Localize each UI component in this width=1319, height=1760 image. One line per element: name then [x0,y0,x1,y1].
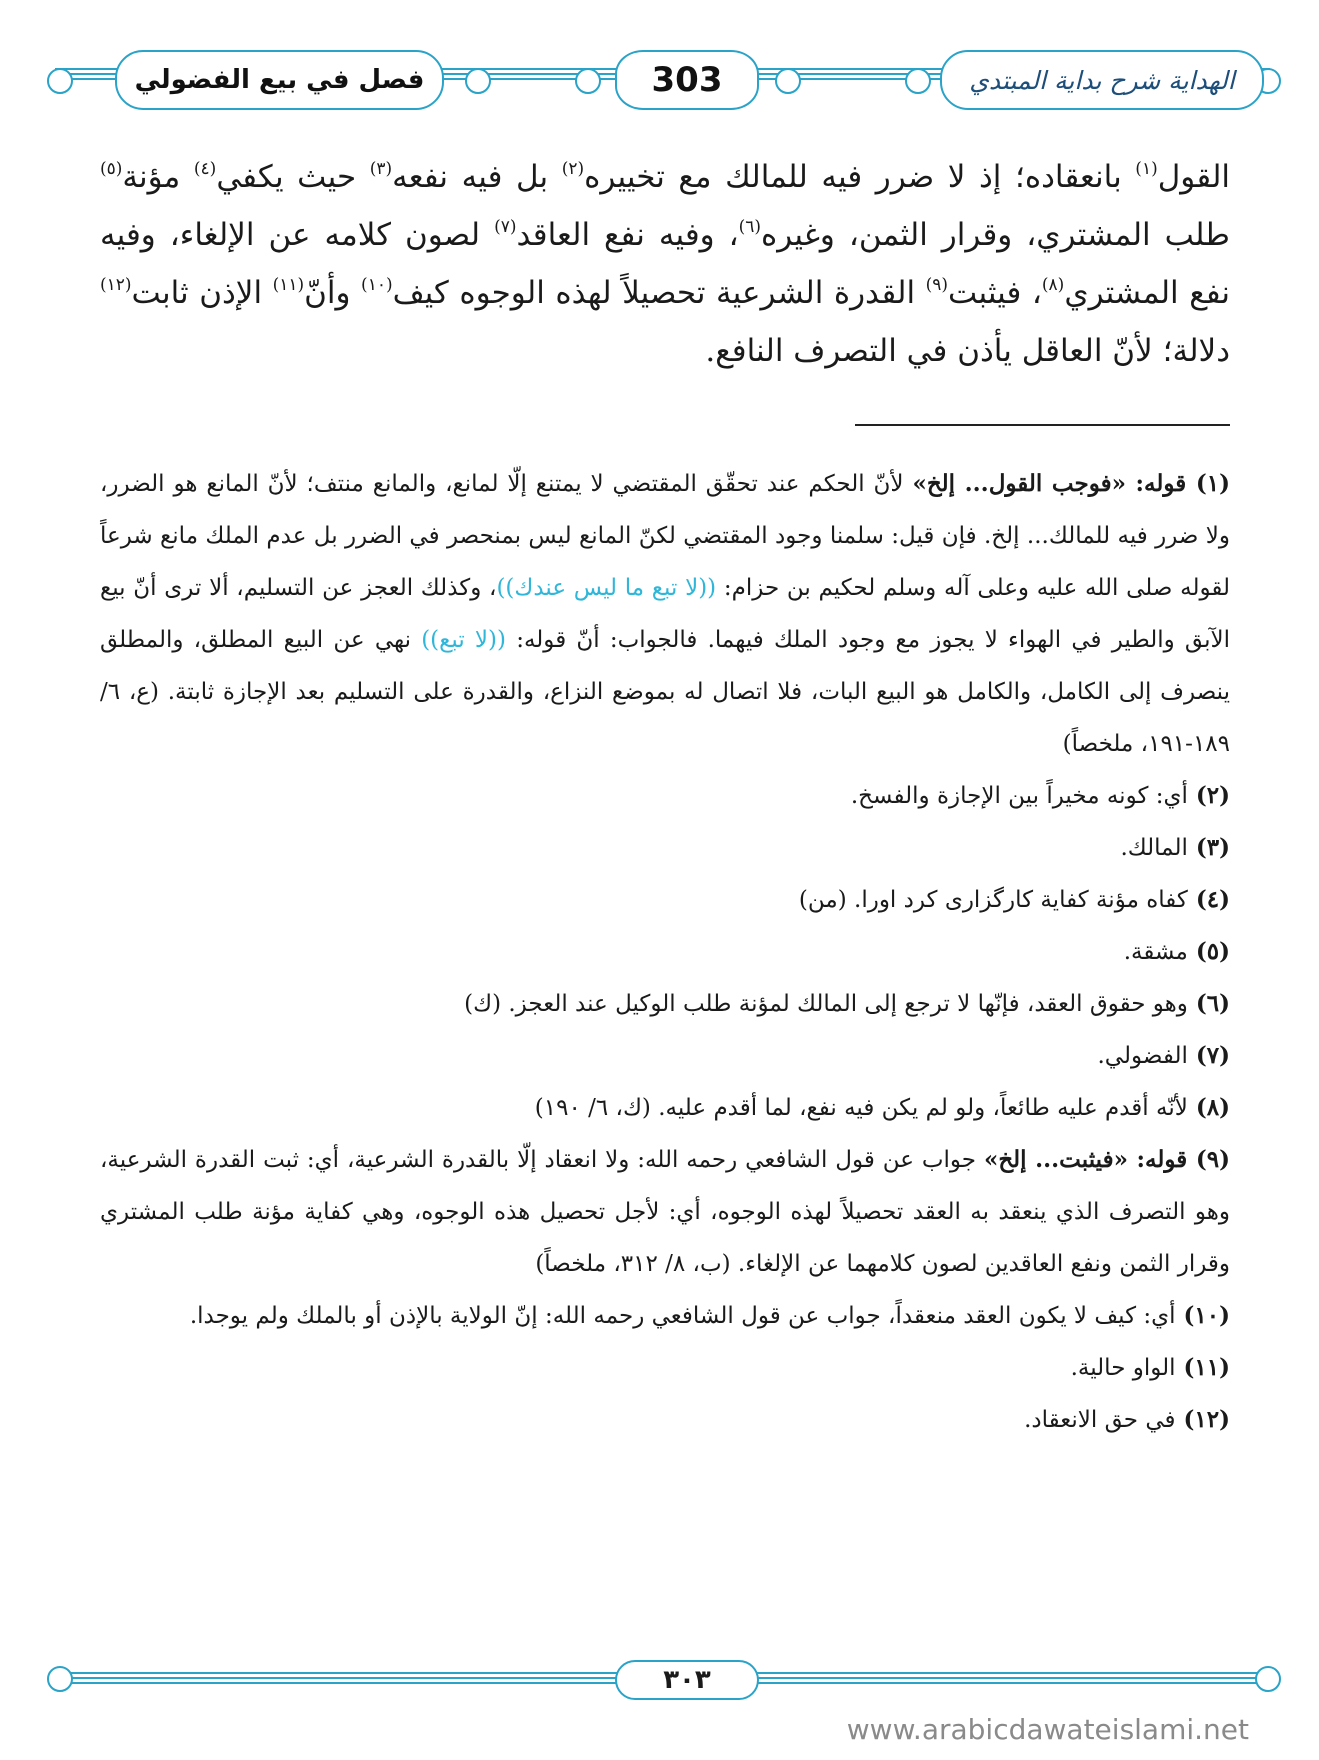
footnote-item [100,978,1230,1030]
footnote-number: (١٢) [1175,1406,1230,1433]
website-watermark: www.arabicdawateislami.net [846,1713,1249,1746]
footnote-text: لأنّه أقدم عليه طائعاً، ولو لم يكن فيه نفع، لما أقدم عليه. (ك، ٦/ ١٩٠) [534,1095,1188,1121]
footnote-item [100,1082,1230,1134]
footnote-item [100,770,1230,822]
footnote-text: كفاه مؤنة كفاية كارگزارى كرد اورا. (من) [798,887,1188,913]
footnote-marker: (٥) [100,158,123,179]
ornament-icon [775,68,801,94]
main-text-segment: حيث يكفي [216,159,370,195]
footnote-marker: (١١) [272,274,305,295]
footnote-item [100,1030,1230,1082]
footnote-marker: (٨) [1041,274,1065,295]
footnote-number: (٤) [1187,886,1230,913]
footnote-number: (١٠) [1175,1302,1230,1329]
footnote-item [100,1134,1230,1290]
main-text-segment: بل فيه نفعه [392,159,562,195]
footnote-number: (٦) [1187,990,1230,1017]
book-title-logo: الهداية شرح بداية المبتدي [940,50,1264,110]
footnote-marker: (٢) [561,158,585,179]
footnote-keyword: قوله: «فيثبت... إلخ» [983,1146,1188,1173]
main-text-segment: الإذن ثابت [131,275,273,311]
ornament-icon [575,68,601,94]
footnote-text: الواو حالية. [1070,1355,1176,1381]
main-text-segment: طلب المشتري، وقرار الثمن، وغيره [761,217,1230,253]
footnote-number: (٧) [1187,1042,1230,1069]
footnote-number: (٨) [1187,1094,1230,1121]
footnotes [100,458,1230,1446]
main-text-segment: القول [1157,159,1230,195]
main-text-segment: ، وفيه نفع العاقد [516,217,739,253]
ornament-right-icon [1255,1666,1281,1692]
footnote-marker: (٤) [193,158,217,179]
main-text-segment: ، فيثبت [948,275,1042,311]
footnote-text: أي: كيف لا يكون العقد منعقداً، جواب عن قول الشافعي رحمه الله: إنّ الولاية بالإذن أو بالملك ولم يوجدا. [189,1303,1176,1329]
footnote-text: ، وكذلك العجز عن التسليم، ألا ترى أنّ بيع الآبق والطير في الهواء لا يجوز مع وجود الملك فيهما. فالجواب: أنّ قوله: [100,575,1231,653]
footnote-number: (١١) [1175,1354,1230,1381]
page-header [55,40,1270,120]
main-text [100,148,1230,380]
footnote-text: وهو حقوق العقد، فإنّها لا ترجع إلى المالك لمؤنة طلب الوكيل عند العجز. (ك) [464,991,1188,1017]
hadith-quote: ((لا تبع)) [421,627,507,653]
page-footer [55,1660,1270,1700]
main-text-segment: لصون كلامه عن الإلغاء، وفيه نفع المشتري [100,217,1231,311]
ornament-icon [905,68,931,94]
footnote-item [100,822,1230,874]
footnote-text: المالك. [1120,835,1188,861]
footnote-text: مشقة. [1123,939,1188,965]
footnote-marker: (٦) [738,216,762,237]
footnote-separator [855,424,1230,426]
footnote-marker: (١٢) [100,274,132,295]
footnote-number: (٩) [1187,1146,1230,1173]
footnote-text: جواب عن قول الشافعي رحمه الله: ولا انعقاد إلّا بالقدرة الشرعية، أي: ثبت القدرة الشرعية، وهو التصرف الذي ينعقد به العقد تحصيلاً لهذه الوجوه، أي: لأجل تحصيل هذه الوجوه، وهي كفاية مؤنة طلب المشتري وقرار الثمن ونفع العاقدين لصون كلامهما عن الإلغاء. (ب، ٨/ ٣١٢، ملخصاً) [100,1147,1230,1277]
hadith-quote: ((لا تبع ما ليس عندك)) [496,575,717,601]
footnote-marker: (٧) [494,216,517,237]
footnote-marker: (١) [1135,158,1158,179]
footnote-number: (٢) [1187,782,1230,809]
footnote-item [100,1290,1230,1342]
footnote-keyword: قوله: «فوجب القول... إلخ» [912,470,1187,497]
ornament-left-icon [47,1666,73,1692]
footnote-item [100,458,1230,770]
footnote-marker: (١٠) [361,274,393,295]
page-number: 303 [615,50,759,110]
main-text-segment: دلالة؛ لأنّ العاقل يأذن في التصرف النافع. [705,333,1230,369]
footnote-number: (٥) [1187,938,1230,965]
footnote-marker: (٩) [925,274,949,295]
footnote-text: الفضولي. [1097,1043,1188,1069]
footnote-text: نهي عن البيع المطلق، والمطلق ينصرف إلى الكامل، والكامل هو البيع البات، فلا اتصال له بموضع النزاع، والقدرة على التسليم بعد الإجازة ثابتة. (ع، ٦/ ١٨٩-١٩١، ملخصاً) [100,627,1230,757]
main-text-segment: وأنّ [304,275,362,311]
footnote-item [100,1394,1230,1446]
footnote-text: في حق الانعقاد. [1024,1407,1176,1433]
main-text-segment: مؤنة [122,159,194,195]
footnote-item [100,1342,1230,1394]
footer-page-number: ٣٠٣ [615,1660,759,1700]
footnote-text: لأنّ الحكم عند تحقّق المقتضي لا يمتنع إلّا لمانع، والمانع منتف؛ لأنّ المانع هو الضرر، ولا ضرر فيه للمالك... إلخ. فإن قيل: سلمنا وجود المقتضي لكنّ المانع ليس بمنحصر في الضرر بل عدم الملك مانع شرعاً لقوله صلى الله عليه وعلى آله وسلم لحكيم بن حزام: [100,471,1230,601]
main-text-segment: بانعقاده؛ إذ لا ضرر فيه للمالك مع تخييره [584,159,1136,195]
footnote-number: (١) [1186,470,1230,497]
footnote-marker: (٣) [369,158,393,179]
main-text-segment: القدرة الشرعية تحصيلاً لهذه الوجوه كيف [392,275,926,311]
chapter-title: فصل في بيع الفضولي [115,50,444,110]
ornament-left-icon [47,68,73,94]
footnote-number: (٣) [1187,834,1230,861]
ornament-icon [465,68,491,94]
footnote-item [100,926,1230,978]
footnote-item [100,874,1230,926]
footnote-text: أي: كونه مخيراً بين الإجازة والفسخ. [850,783,1188,809]
